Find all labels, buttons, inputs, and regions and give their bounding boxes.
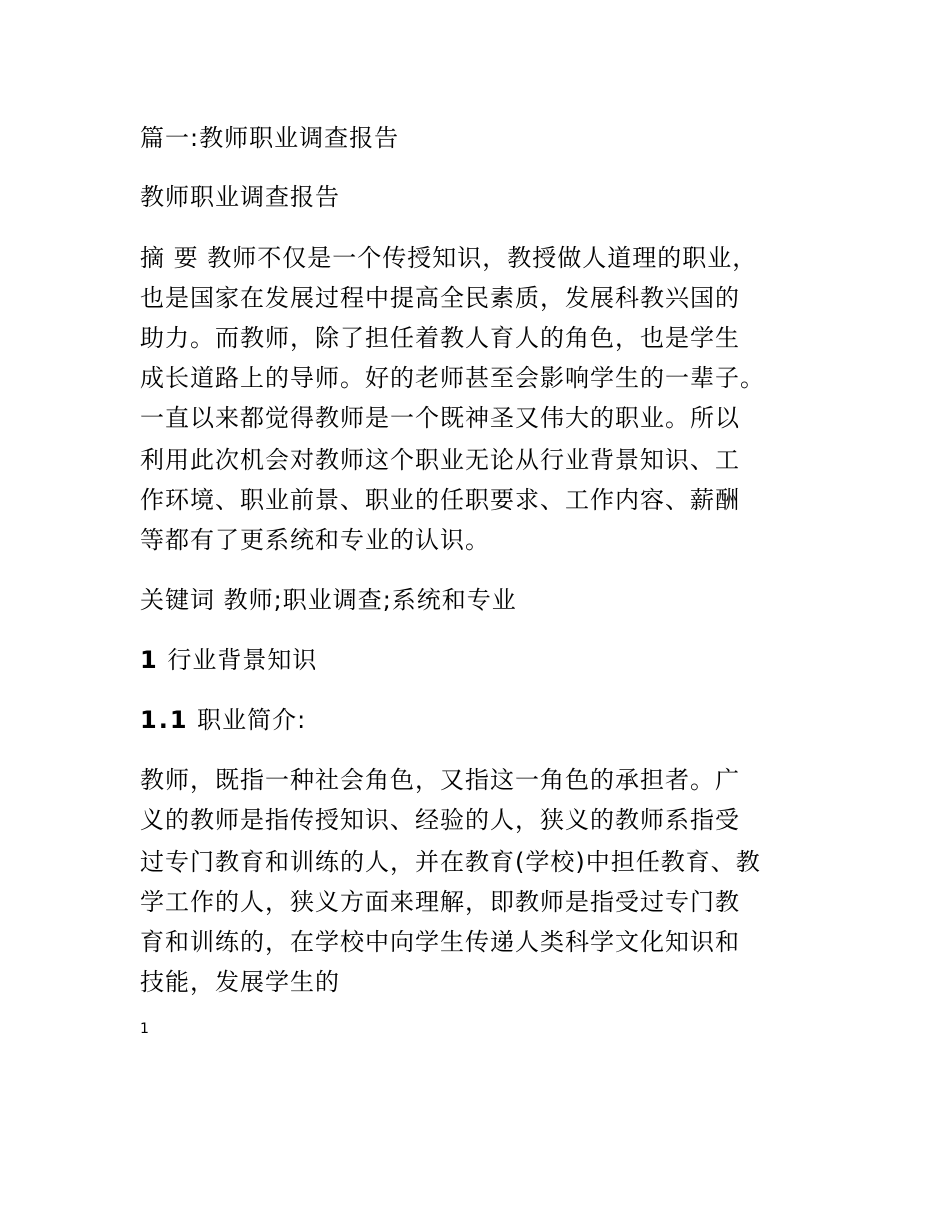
section-number: 1.1 bbox=[140, 706, 189, 734]
abstract-line: 成长道路上的导师。好的老师甚至会影响学生的一辈子。 bbox=[140, 364, 765, 392]
section-heading-1 bbox=[140, 640, 317, 680]
body-line: 育和训练的，在学校中向学生传递人类科学文化知识和 bbox=[140, 928, 740, 956]
page-number: 1 bbox=[140, 1021, 149, 1037]
keywords-line: 关键词 教师;职业调查;系统和专业 bbox=[140, 586, 517, 614]
abstract-line: 助力。而教师，除了担任着教人育人的角色，也是学生 bbox=[140, 324, 740, 352]
section-heading-1-1 bbox=[140, 700, 306, 740]
document-subtitle: 教师职业调查报告 bbox=[140, 183, 340, 211]
section-title: 行业背景知识 bbox=[167, 646, 318, 674]
body-line: 技能，发展学生的 bbox=[140, 968, 340, 996]
section-title: 职业简介: bbox=[197, 706, 307, 734]
body-line: 学工作的人，狭义方面来理解，即教师是指受过专门教 bbox=[140, 888, 740, 916]
abstract-line: 利用此次机会对教师这个职业无论从行业背景知识、工 bbox=[140, 446, 740, 474]
section-number: 1 bbox=[140, 646, 159, 674]
body-line: 义的教师是指传授知识、经验的人，狭义的教师系指受 bbox=[140, 806, 740, 834]
body-line: 教师，既指一种社会角色，又指这一角色的承担者。广 bbox=[140, 766, 740, 794]
abstract-line: 等都有了更系统和专业的认识。 bbox=[140, 526, 490, 554]
body-line: 过专门教育和训练的人，并在教育(学校)中担任教育、教 bbox=[140, 848, 761, 876]
abstract-line: 作环境、职业前景、职业的任职要求、工作内容、薪酬 bbox=[140, 486, 740, 514]
abstract-line: 一直以来都觉得教师是一个既神圣又伟大的职业。所以 bbox=[140, 404, 740, 432]
abstract-line: 也是国家在发展过程中提高全民素质，发展科教兴国的 bbox=[140, 284, 740, 312]
abstract-line: 摘 要 教师不仅是一个传授知识，教授做人道理的职业， bbox=[140, 244, 758, 272]
document-title: 篇一:教师职业调查报告 bbox=[140, 124, 400, 152]
